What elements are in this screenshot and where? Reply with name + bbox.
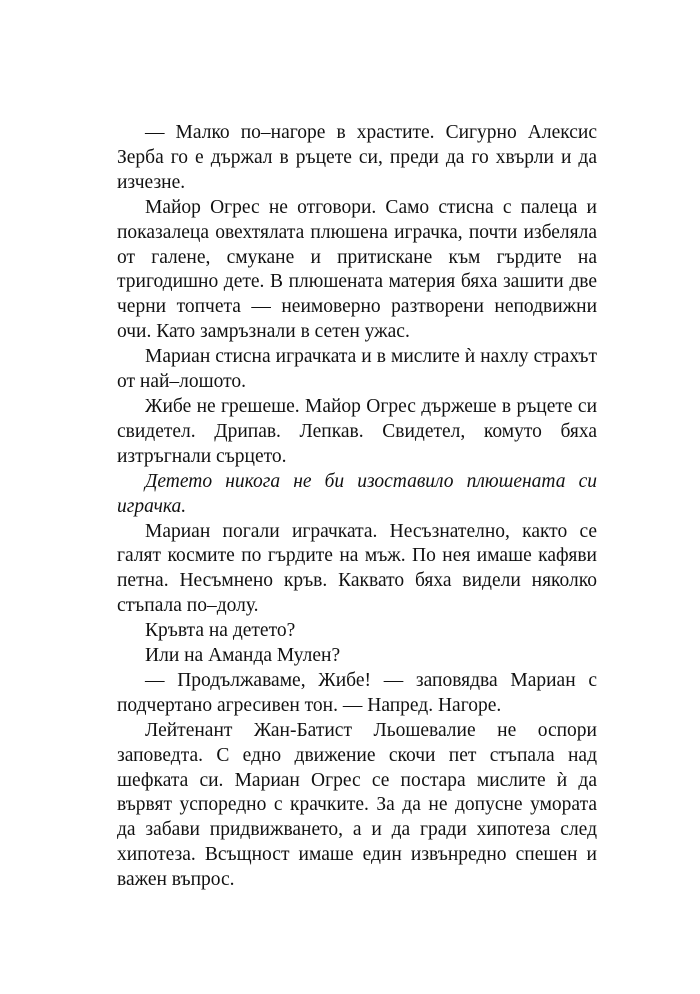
paragraph: Лейтенант Жан-Батист Льошевалие не оспори заповедта. С едно движение скочи пет стъпала над шефката си. Мариан Огрес се постара мислите ѝ да вървят успоредно с крачките. За да не допусне умората да забави придвижването, а и да гради хипотеза след хипотеза. Всъщност имаше един извънредно спешен и важен въпрос. bbox=[117, 719, 597, 891]
paragraph: — Продължаваме, Жибе! — заповядва Мариан с подчертано агресивен тон. — Напред. Нагоре. bbox=[117, 669, 597, 716]
paragraph-italic: Детето никога не би изоставило плюшената си играчка. bbox=[117, 470, 597, 517]
book-page-text bbox=[117, 121, 597, 893]
paragraph: Мариан погали играчката. Несъзнателно, както се галят космите по гърдите на мъж. По нея имаше кафяви петна. Несъмнено кръв. Каквато бяха видели няколко стъпала по–долу. bbox=[117, 520, 597, 617]
paragraph: Или на Аманда Мулен? bbox=[145, 645, 341, 667]
paragraph: Мариан стисна играчката и в мислите ѝ нахлу страхът от най–лошото. bbox=[117, 346, 597, 393]
paragraph: — Малко по–нагоре в храстите. Сигурно Алексис Зерба го е държал в ръцете си, преди да го хвърли и да изчезне. bbox=[117, 122, 597, 193]
paragraph: Жибе не грешеше. Майор Огрес държеше в ръцете си свидетел. Дрипав. Лепкав. Свидетел, комуто бяха изтръгнали сърцето. bbox=[117, 395, 597, 467]
paragraph: Майор Огрес не отговори. Само стисна с палеца и показалеца овехтялата плюшена играчка, почти избеляла от галене, смукане и притискане към гърдите на тригодишно дете. В плюшената материя бяха зашити две черни топчета — неимоверно разтворени неподвижни очи. Като замръзнали в сетен ужас. bbox=[117, 196, 597, 343]
paragraph: Кръвта на детето? bbox=[145, 620, 296, 642]
